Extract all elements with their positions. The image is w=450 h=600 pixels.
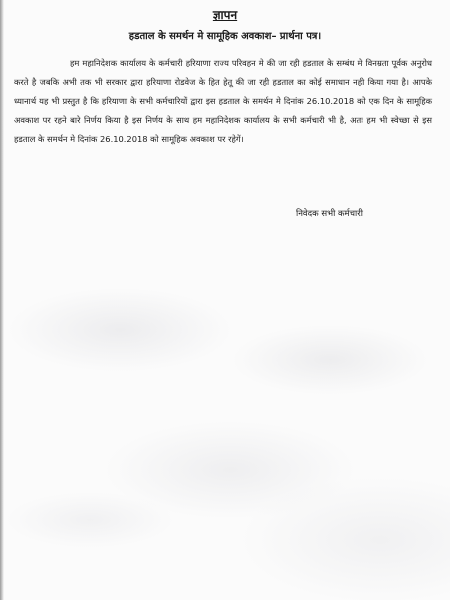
document-body: हम महानिदेशक कार्यालय के कर्मचारी हरियाणा राज्य परिवहन मे की जा रही हडताल के सम्बंध मे विनम्रता पूर्वक अनुरोध करते है जबकि अभी तक भी सरकार द्वारा हरियाणा रोडवेज के हित हेतू की जा रही हडताल का कोई समाधान नही किया गया है। आपके ध्यानार्थ यह भी प्रस्तुत है कि हरियाणा के सभी कर्मचारियों द्वारा इस हडताल के समर्थन मे दिनांक 26.10.2018 को एक दिन के सामूहिक अवकाश पर रहने बारे निर्णय किया है इस निर्णय के साथ हम महानिदेशक कार्यालय के सभी कर्मचारी भी है, अतः हम भी स्वेच्छा से इस हडताल के समर्थन मे दिनांक 26.10.2018 को सामूहिक अवकाश पर रहेगें।	[14, 58, 432, 144]
document-subject: हडताल के समर्थन मे सामूहिक अवकाश– प्रार्थना पत्र।	[128, 31, 322, 42]
document-heading: ज्ञापन	[212, 8, 238, 22]
signature-line: निवेदक सभी कर्मचारी	[296, 209, 363, 219]
scan-edge-shadow	[0, 0, 4, 600]
